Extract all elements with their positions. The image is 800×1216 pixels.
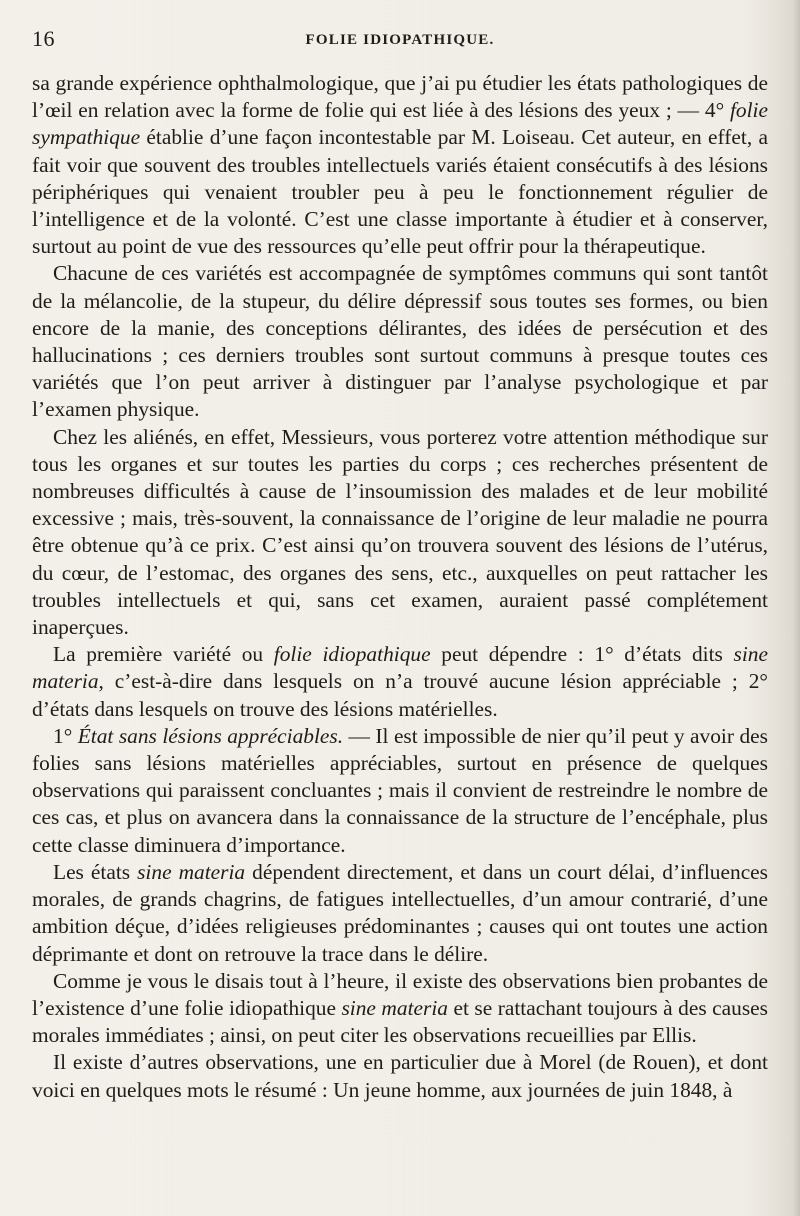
- paragraph: [32, 1049, 768, 1103]
- body-text: [32, 70, 768, 1104]
- text-run: et se rattachant toujours à des causes morales immédiates ; ainsi, on peut citer les observations recueillies par Ellis.: [32, 995, 768, 1048]
- paragraph: [32, 859, 768, 968]
- text-run: peut dépendre : 1° d’états dits: [430, 642, 734, 667]
- paragraph: [32, 968, 768, 1050]
- running-title: FOLIE IDIOPATHIQUE.: [305, 32, 495, 48]
- page-number: 16: [32, 26, 55, 51]
- text-run: sa grande expérience ophthalmologique, que j’ai pu étudier les états pathologiques de l’œil en relation avec la forme de folie qui est liée à des lésions des yeux ; — 4°: [32, 71, 768, 123]
- text-run: Chacune de ces variétés est accompagnée de symptômes communs qui sont tantôt de la mélancolie, de la stupeur, du délire dépressif sous toutes ses formes, ou bien encore de la manie, des conceptions délirantes, des idées de persécution et des hallucinations ; ces derniers troubles sont surtout communs à presque toutes ces variétés que l’on peut arriver à distinguer par l’analyse psychologique et par l’examen physique.: [32, 261, 768, 422]
- text-run: 1°: [53, 723, 78, 748]
- italic-text: État sans lésions appréciables.: [77, 723, 344, 748]
- page-edge-shadow: [794, 0, 800, 1216]
- text-run: , c’est-à-dire dans lesquels on n’a trouvé aucune lésion appréciable ; 2° d’états dans lesquels on trouve des lésions matérielles.: [32, 669, 768, 721]
- text-run: établie d’une façon incontestable par M. Loiseau. Cet auteur, en effet, a fait voir que souvent des troubles intellectuels variés étaient consécutifs à des lésions périphériques qui venaient troubler peu à peu le fonctionnement régulier de l’intelligence et de la volonté. C’est une classe importante à étudier et à conserver, surtout au point de vue des ressources qu’elle peut offrir pour la thérapeutique.: [32, 125, 768, 259]
- paragraph: [32, 424, 768, 642]
- text-run: — Il est impossible de nier qu’il peut y avoir des folies sans lésions matérielles appréciables, surtout en présence de quelques observations qui paraissent concluantes ; mais il convient de restreindre le nombre de ces cas, et plus on avancera dans la connaissance de la structure de l’encéphale, plus cette classe diminuera d’importance.: [32, 723, 768, 857]
- paragraph: [32, 723, 768, 859]
- text-run: Les états: [53, 859, 138, 884]
- running-head: [32, 26, 768, 52]
- text-run: Il existe d’autres observations, une en particulier due à Morel (de Rouen), et dont voici en quelques mots le résumé : Un jeune homme, aux journées de juin 1848, à: [32, 1050, 768, 1102]
- italic-text: folie idiopathique: [273, 642, 431, 667]
- italic-text: sine materia: [32, 642, 768, 694]
- italic-text: sine materia: [341, 995, 448, 1020]
- text-run: La première variété ou: [53, 642, 274, 667]
- paragraph: [32, 70, 768, 260]
- paragraph: [32, 641, 768, 723]
- text-run: dépendent directement, et dans un court délai, d’influences morales, de grands chagrins, de fatigues intellectuelles, d’un amour contrarié, d’une ambition déçue, d’idées religieuses prédominantes ; causes qui ont toutes une action déprimante et dont on retrouve la trace dans le délire.: [32, 859, 769, 966]
- paragraph: [32, 260, 768, 423]
- italic-text: sine materia: [137, 859, 246, 884]
- text-run: Chez les aliénés, en effet, Messieurs, vous porterez votre attention méthodique sur tous les organes et sur toutes les parties du corps ; ces recherches présentent de nombreuses difficultés à cause de l’insoumission des malades et de leur mobilité excessive ; mais, très-souvent, la connaissance de l’origine de leur maladie ne pourra être obtenue qu’à ce prix. C’est ainsi qu’on trouvera souvent des lésions de l’utérus, du cœur, de l’estomac, des organes des sens, etc., auxquelles on peut rattacher les troubles intellectuels et qui, sans cet examen, auraient passé complétement inaperçues.: [32, 424, 768, 640]
- italic-text: folie sympathique: [32, 98, 768, 150]
- text-run: Comme je vous le disais tout à l’heure, il existe des observations bien probantes de l’existence d’une folie idiopathique: [32, 968, 768, 1020]
